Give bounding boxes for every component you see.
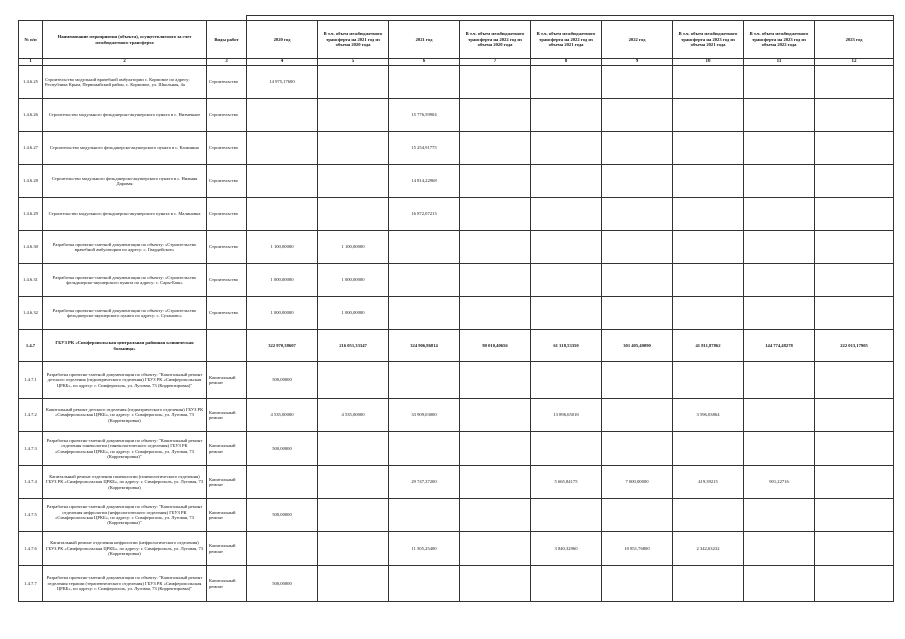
row-value-col-7 <box>460 499 531 532</box>
row-value-col-11 <box>744 566 815 602</box>
row-work-type: Капитальный ремонт <box>207 566 247 602</box>
row-value-col-12 <box>815 99 894 132</box>
table-row <box>19 399 894 432</box>
row-value-col-8: 3 840,32960 <box>531 532 602 566</box>
row-value-col-5 <box>318 198 389 231</box>
row-number: 1.4.6.27 <box>19 132 43 165</box>
table-row <box>19 231 894 264</box>
table-row <box>19 532 894 566</box>
row-value-col-9 <box>602 566 673 602</box>
row-value-col-4: 4 535,00000 <box>247 399 318 432</box>
row-value-col-5 <box>318 499 389 532</box>
row-value-col-6 <box>389 297 460 330</box>
table-row <box>19 432 894 466</box>
row-work-type: Капитальный ремонт <box>207 532 247 566</box>
row-value-col-12 <box>815 499 894 532</box>
header-row <box>19 21 894 59</box>
row-value-col-7 <box>460 432 531 466</box>
row-value-col-4: 322 970,38607 <box>247 330 318 362</box>
row-number: 1.4.7.3 <box>19 432 43 466</box>
col-number: 6 <box>389 59 460 66</box>
row-name: Строительство модульного фельдшерско-акушерского пункта в с. Калинино <box>43 132 207 165</box>
row-value-col-10: 41 811,87862 <box>673 330 744 362</box>
row-value-col-8 <box>531 432 602 466</box>
row-value-col-12 <box>815 132 894 165</box>
row-value-col-7 <box>460 466 531 499</box>
row-value-col-12 <box>815 362 894 399</box>
row-name: Разработка проектно-сметной документации по объекту: «Строительство врачебной амбулатории по адресу: с. Гвардейское» <box>43 231 207 264</box>
row-value-col-10: 2 342,63232 <box>673 532 744 566</box>
header-col-7: В т.ч. объем межбюджетного трансферта на 2022 год из объема 2020 года <box>460 21 531 59</box>
row-value-col-10 <box>673 264 744 297</box>
row-value-col-12 <box>815 466 894 499</box>
row-value-col-5 <box>318 532 389 566</box>
row-value-col-8 <box>531 132 602 165</box>
row-value-col-9 <box>602 399 673 432</box>
row-value-col-11 <box>744 66 815 99</box>
row-value-col-11 <box>744 532 815 566</box>
row-value-col-7 <box>460 297 531 330</box>
row-work-type: Строительство <box>207 198 247 231</box>
row-value-col-8 <box>531 198 602 231</box>
column-number-row <box>19 59 894 66</box>
row-value-col-12 <box>815 566 894 602</box>
row-value-col-6: 29 747,37200 <box>389 466 460 499</box>
row-value-col-8 <box>531 165 602 198</box>
row-value-col-5 <box>318 566 389 602</box>
row-value-col-9 <box>602 99 673 132</box>
row-value-col-8 <box>531 297 602 330</box>
row-value-col-6 <box>389 66 460 99</box>
row-value-col-10 <box>673 231 744 264</box>
row-value-col-12 <box>815 399 894 432</box>
row-name: Разработка проектно-сметной документации по объекту: "Капитальный ремонт отделения терапии (терапевтического отделения) ГБУЗ РК «Симферопольская ЦРКБ», по адресу: г. Симферополь, ул. Луговая, 73 (Корректировка)" <box>43 566 207 602</box>
row-value-col-11 <box>744 499 815 532</box>
row-value-col-11 <box>744 231 815 264</box>
row-value-col-4 <box>247 165 318 198</box>
row-value-col-11 <box>744 165 815 198</box>
row-value-col-11 <box>744 399 815 432</box>
row-value-col-6 <box>389 432 460 466</box>
row-value-col-9 <box>602 132 673 165</box>
row-value-col-9 <box>602 297 673 330</box>
row-work-type: Строительство <box>207 264 247 297</box>
header-col-12: 2023 год <box>815 21 894 59</box>
row-value-col-7 <box>460 231 531 264</box>
row-value-col-11 <box>744 297 815 330</box>
row-number: 1.4.6.32 <box>19 297 43 330</box>
table-row <box>19 297 894 330</box>
row-value-col-4: 1 000,00000 <box>247 297 318 330</box>
row-value-col-12: 222 013,17905 <box>815 330 894 362</box>
row-work-type: Строительство <box>207 132 247 165</box>
col-number: 11 <box>744 59 815 66</box>
row-value-col-5 <box>318 99 389 132</box>
row-value-col-10 <box>673 297 744 330</box>
table-row <box>19 264 894 297</box>
row-value-col-5: 4 535,00000 <box>318 399 389 432</box>
row-value-col-6 <box>389 566 460 602</box>
row-value-col-6 <box>389 362 460 399</box>
row-value-col-6 <box>389 264 460 297</box>
row-name: ГБУЗ РК «Симферопольская центральная районная клиническая больница» <box>43 330 207 362</box>
row-value-col-8 <box>531 362 602 399</box>
row-name: Разработка проектно-сметной документации по объекту: «Строительство фельдшерско-акушерского пункта по адресу: с. Сары-Баш» <box>43 264 207 297</box>
row-value-col-5 <box>318 66 389 99</box>
row-value-col-5 <box>318 132 389 165</box>
row-number: 1.4.7.2 <box>19 399 43 432</box>
row-value-col-5: 1 100,00000 <box>318 231 389 264</box>
row-value-col-6: 15 254,91775 <box>389 132 460 165</box>
row-value-col-4 <box>247 132 318 165</box>
row-name: Строительство модульной врачебной амбулатории с. Кормовое по адресу: Республика Крым, Первомайский район, с. Кормовое, ул. Школьная, 4а <box>43 66 207 99</box>
row-value-col-6: 33 909,03000 <box>389 399 460 432</box>
row-name: Капитальный ремонт отделения гинекологии (гинекологического отделения) ГБУЗ РК «Симферопольская ЦРКБ», по адресу: г. Симферополь, ул. Луговая, 73 (Корректировка) <box>43 466 207 499</box>
table-row <box>19 330 894 362</box>
row-work-type: Строительство <box>207 66 247 99</box>
row-value-col-7 <box>460 566 531 602</box>
row-value-col-12 <box>815 165 894 198</box>
row-value-col-11 <box>744 198 815 231</box>
row-value-col-7 <box>460 264 531 297</box>
row-value-col-5 <box>318 466 389 499</box>
row-value-col-4 <box>247 466 318 499</box>
row-value-col-10 <box>673 362 744 399</box>
table-row <box>19 499 894 532</box>
header-col-8: В т.ч. объем межбюджетного трансферта на 2022 год из объема 2021 года <box>531 21 602 59</box>
row-value-col-10 <box>673 66 744 99</box>
header-col-9: 2022 год <box>602 21 673 59</box>
row-number: 1.4.7.1 <box>19 362 43 399</box>
budget-table <box>18 15 894 602</box>
row-work-type: Капитальный ремонт <box>207 499 247 532</box>
row-name: Капитальный ремонт детского отделения (педиатрического отделения) ГБУЗ РК «Симферопольская ЦРКБ», по адресу: г. Симферополь, ул. Луговая, 73 (Корректировка) <box>43 399 207 432</box>
row-value-col-7 <box>460 132 531 165</box>
header-col-11: В т.ч. объем межбюджетного трансферта на 2023 год из объема 2022 года <box>744 21 815 59</box>
row-work-type: Капитальный ремонт <box>207 432 247 466</box>
row-value-col-9 <box>602 264 673 297</box>
row-value-col-7 <box>460 66 531 99</box>
row-number: 1.4.7.7 <box>19 566 43 602</box>
row-value-col-9 <box>602 231 673 264</box>
row-number: 1.4.7 <box>19 330 43 362</box>
header-col-5: В т.ч. объем межбюджетного трансферта на 2021 год из объема 2020 года <box>318 21 389 59</box>
table-row <box>19 466 894 499</box>
row-value-col-11: 144 774,48278 <box>744 330 815 362</box>
col-number: 3 <box>207 59 247 66</box>
row-work-type: Строительство <box>207 99 247 132</box>
row-value-col-8 <box>531 264 602 297</box>
row-value-col-12 <box>815 66 894 99</box>
row-value-col-9 <box>602 66 673 99</box>
row-work-type: Строительство <box>207 165 247 198</box>
row-number: 1.4.7.5 <box>19 499 43 532</box>
row-value-col-4: 1 000,00000 <box>247 264 318 297</box>
row-value-col-7 <box>460 198 531 231</box>
row-value-col-7: 80 010,40656 <box>460 330 531 362</box>
row-value-col-4: 1 100,00000 <box>247 231 318 264</box>
header-no: № п/п <box>19 21 43 59</box>
table-row <box>19 99 894 132</box>
header-col-6: 2021 год <box>389 21 460 59</box>
row-value-col-6: 15 776,59904 <box>389 99 460 132</box>
row-value-col-9 <box>602 432 673 466</box>
header-name: Наименование мероприятия (объекта), осуществляемого за счет межбюджетного трансферта <box>43 21 207 59</box>
col-number: 1 <box>19 59 43 66</box>
row-value-col-10: 3 596,03864 <box>673 399 744 432</box>
row-value-col-11 <box>744 362 815 399</box>
row-value-col-10 <box>673 132 744 165</box>
row-name: Строительство модульного фельдшерско-акушерского пункта в с. Малиновка <box>43 198 207 231</box>
row-value-col-8 <box>531 66 602 99</box>
row-value-col-7 <box>460 362 531 399</box>
row-number: 1.4.6.25 <box>19 66 43 99</box>
header-col-10: В т.ч. объем межбюджетного трансферта на 2023 год из объема 2021 года <box>673 21 744 59</box>
row-value-col-8 <box>531 566 602 602</box>
row-value-col-11 <box>744 132 815 165</box>
row-value-col-10 <box>673 566 744 602</box>
row-value-col-4: 500,00000 <box>247 499 318 532</box>
row-value-col-7 <box>460 165 531 198</box>
row-value-col-9 <box>602 362 673 399</box>
row-value-col-5: 1 000,00000 <box>318 297 389 330</box>
row-work-type: Строительство <box>207 231 247 264</box>
row-value-col-9: 301 405,40090 <box>602 330 673 362</box>
row-number: 1.4.6.30 <box>19 231 43 264</box>
row-value-col-6: 11 505,25400 <box>389 532 460 566</box>
row-value-col-5 <box>318 165 389 198</box>
row-name: Строительство модульного фельдшерско-акушерского пункта в с. Нижняя Даровая <box>43 165 207 198</box>
row-value-col-10 <box>673 198 744 231</box>
row-value-col-9: 10 851,76800 <box>602 532 673 566</box>
row-number: 1.4.6.31 <box>19 264 43 297</box>
row-value-col-9 <box>602 499 673 532</box>
col-number: 4 <box>247 59 318 66</box>
row-value-col-7 <box>460 399 531 432</box>
header-work-type: Виды работ <box>207 21 247 59</box>
row-number: 1.4.6.26 <box>19 99 43 132</box>
row-value-col-11 <box>744 99 815 132</box>
row-value-col-8: 13 896,65018 <box>531 399 602 432</box>
row-value-col-6: 16 872,07213 <box>389 198 460 231</box>
row-value-col-8 <box>531 231 602 264</box>
row-value-col-9 <box>602 165 673 198</box>
row-value-col-8: 61 318,53350 <box>531 330 602 362</box>
row-name: Строительство модульного фельдшерско-акушерского пункта в с. Низменное <box>43 99 207 132</box>
col-number: 7 <box>460 59 531 66</box>
row-value-col-10 <box>673 99 744 132</box>
row-value-col-12 <box>815 231 894 264</box>
row-value-col-4: 500,00000 <box>247 432 318 466</box>
row-work-type: Строительство <box>207 297 247 330</box>
row-value-col-4 <box>247 532 318 566</box>
row-value-col-4: 500,00000 <box>247 566 318 602</box>
table-row <box>19 362 894 399</box>
table-row <box>19 132 894 165</box>
row-value-col-10 <box>673 499 744 532</box>
row-value-col-6: 14 814,22968 <box>389 165 460 198</box>
col-number: 9 <box>602 59 673 66</box>
table-row <box>19 165 894 198</box>
header-col-4: 2020 год <box>247 21 318 59</box>
table-body <box>19 16 894 602</box>
row-value-col-8 <box>531 99 602 132</box>
row-value-col-12 <box>815 264 894 297</box>
row-number: 1.4.6.29 <box>19 198 43 231</box>
table-row <box>19 66 894 99</box>
table-row <box>19 198 894 231</box>
col-number: 12 <box>815 59 894 66</box>
row-value-col-9: 7 000,00000 <box>602 466 673 499</box>
row-number: 1.4.7.4 <box>19 466 43 499</box>
row-value-col-4 <box>247 198 318 231</box>
row-value-col-6 <box>389 231 460 264</box>
row-value-col-11 <box>744 264 815 297</box>
row-value-col-11 <box>744 432 815 466</box>
row-number: 1.4.7.6 <box>19 532 43 566</box>
row-value-col-8: 5 665,84175 <box>531 466 602 499</box>
row-value-col-9 <box>602 198 673 231</box>
row-value-col-10 <box>673 432 744 466</box>
row-value-col-5: 1 000,00000 <box>318 264 389 297</box>
col-number: 5 <box>318 59 389 66</box>
row-value-col-5 <box>318 432 389 466</box>
row-value-col-5: 216 051,33347 <box>318 330 389 362</box>
row-value-col-10 <box>673 165 744 198</box>
row-value-col-12 <box>815 432 894 466</box>
row-value-col-7 <box>460 532 531 566</box>
row-value-col-12 <box>815 532 894 566</box>
row-value-col-6 <box>389 499 460 532</box>
document-sheet <box>18 15 879 602</box>
col-number: 10 <box>673 59 744 66</box>
row-value-col-7 <box>460 99 531 132</box>
row-work-type <box>207 330 247 362</box>
row-value-col-12 <box>815 297 894 330</box>
row-work-type: Капитальный ремонт <box>207 399 247 432</box>
row-value-col-12 <box>815 198 894 231</box>
row-work-type: Капитальный ремонт <box>207 362 247 399</box>
row-number: 1.4.6.28 <box>19 165 43 198</box>
row-value-col-4 <box>247 99 318 132</box>
row-name: Разработка проектно-сметной документации по объекту: «Строительство фельдшерско-акушерского пункта по адресу: с. Суханово» <box>43 297 207 330</box>
row-name: Разработка проектно-сметной документации по объекту: "Капитальный ремонт отделения нефрологии (нефрологического отделения) ГБУЗ РК «Симферопольская ЦРКБ», по адресу: г. Симферополь, ул. Луговая, 73 (Корректировка)" <box>43 499 207 532</box>
row-value-col-4: 14 975,17600 <box>247 66 318 99</box>
row-work-type: Капитальный ремонт <box>207 466 247 499</box>
table-row <box>19 566 894 602</box>
row-value-col-8 <box>531 499 602 532</box>
row-name: Капитальный ремонт отделения нефрологии (нефрологического отделения) ГБУЗ РК «Симферопольская ЦРКБ», по адресу: г. Симферополь, ул. Луговая, 73 (Корректировка) <box>43 532 207 566</box>
row-value-col-10: 419,39215 <box>673 466 744 499</box>
col-number: 2 <box>43 59 207 66</box>
row-name: Разработка проектно-сметной документации по объекту: "Капитальный ремонт детского отделения (педиатрического отделения) ГБУЗ РК «Симферопольская ЦРКБ», по адресу: г. Симферополь, ул. Луговая, 73 (Корректировка)" <box>43 362 207 399</box>
row-value-col-11: 901,22716 <box>744 466 815 499</box>
row-name: Разработка проектно-сметной документации по объекту: "Капитальный ремонт отделения гинекологии (гинекологического отделения) ГБУЗ РК «Симферопольская ЦРКБ», по адресу: г. Симферополь, ул. Луговая, 73 (Корректировка)" <box>43 432 207 466</box>
col-number: 8 <box>531 59 602 66</box>
row-value-col-4: 500,00000 <box>247 362 318 399</box>
row-value-col-5 <box>318 362 389 399</box>
row-value-col-6: 324 906,86814 <box>389 330 460 362</box>
